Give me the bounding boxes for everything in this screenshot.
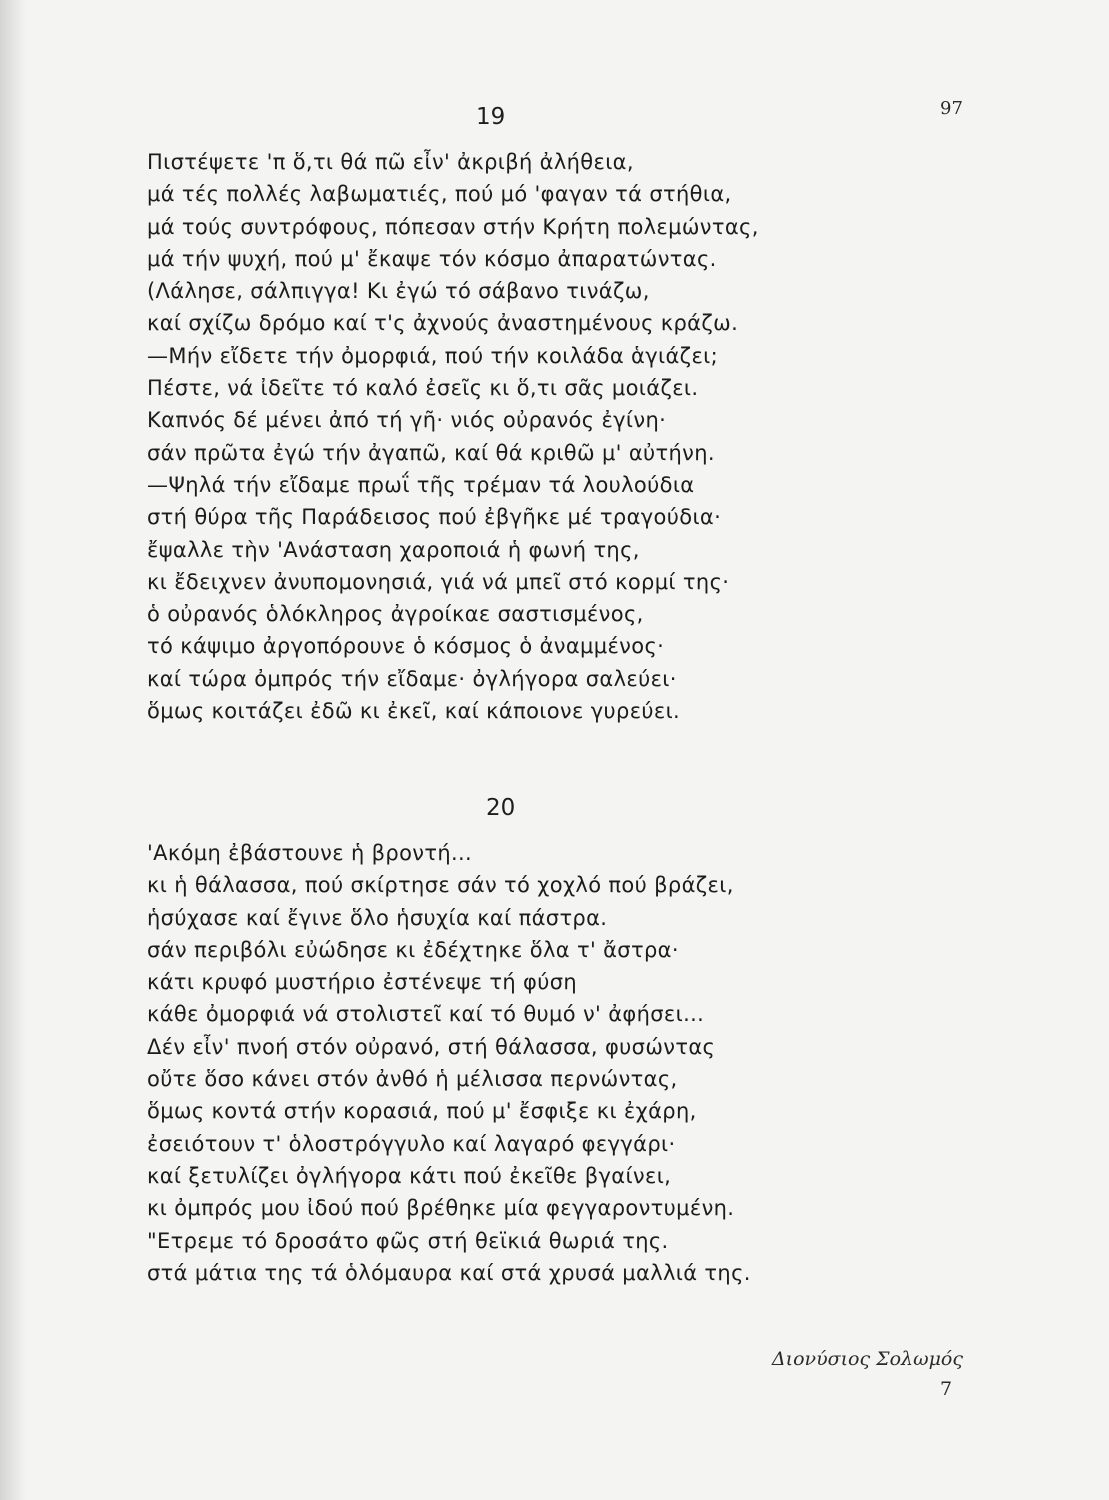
page-gutter-shadow bbox=[0, 0, 26, 1500]
verse-line: σάν περιβόλι εὐώδησε κι ἐδέχτηκε ὅλα τ' ἄστρα· bbox=[147, 937, 679, 962]
verse-line: μά τήν ψυχή, πού μ' ἔκαψε τόν κόσμο ἀπαρατώντας. bbox=[147, 246, 717, 271]
page-number: 97 bbox=[940, 98, 963, 119]
verse-line: κι ἔδειχνεν ἀνυπομονησιά, γιά νά μπεῖ στό κορμί της· bbox=[147, 569, 730, 594]
verse-line: καί ξετυλίζει ὀγλήγορα κάτι πού ἐκεῖθε βγαίνει, bbox=[147, 1163, 672, 1188]
verse-line: —Μήν εἴδετε τήν ὀμορφιά, πού τήν κοιλάδα ἁγιάζει; bbox=[147, 343, 719, 368]
printer-signature-mark: 7 bbox=[940, 1378, 953, 1400]
verse-line: κι ἡ θάλασσα, πού σκίρτησε σάν τό χοχλό πού βράζει, bbox=[147, 873, 734, 898]
author-signature: Διονύσιος Σολωμός bbox=[771, 1348, 963, 1370]
verse-line: σάν πρῶτα ἐγώ τήν ἀγαπῶ, καί θά κριθῶ μ' αὐτήνη. bbox=[147, 440, 715, 465]
verse-line: τό κάψιμο ἀργοπόρουνε ὁ κόσμος ὁ ἀναμμένος· bbox=[147, 634, 665, 659]
verse-line: κάθε ὀμορφιά νά στολιστεῖ καί τό θυμό ν' ἀφήσει... bbox=[147, 1002, 705, 1027]
verse-line: ὅμως κοντά στήν κορασιά, πού μ' ἔσφιξε κι ἐχάρη, bbox=[147, 1099, 697, 1124]
verse-line: (Λάλησε, σάλπιγγα! Κι ἐγώ τό σάβανο τινάζω, bbox=[147, 279, 650, 304]
verse-line: καί τώρα ὀμπρός τήν εἴδαμε· ὀγλήγορα σαλεύει· bbox=[147, 666, 677, 691]
verse-line: Πιστέψετε 'π ὅ,τι θά πῶ εἶν' ἀκριβή ἀλήθεια, bbox=[147, 150, 634, 174]
verse-line: Δέν εἶν' πνοή στόν οὐρανό, στή θάλασσα, φυσώντας bbox=[147, 1034, 716, 1059]
verse-line: —Ψηλά τήν εἴδαμε πρωΐ τῆς τρέμαν τά λουλούδια bbox=[147, 472, 695, 497]
verse-line: στά μάτια της τά ὁλόμαυρα καί στά χρυσά μαλλιά της. bbox=[147, 1260, 751, 1285]
verse-line: ἔψαλλε τὴν 'Ανάσταση χαροποιά ἡ φωνή της, bbox=[147, 537, 640, 562]
verse-line: ἐσειότουν τ' ὁλοστρόγγυλο καί λαγαρό φεγγάρι· bbox=[147, 1131, 676, 1156]
verse-line: καί σχίζω δρόμο καί τ'ς ἀχνούς ἀναστημένους κράζω. bbox=[147, 311, 739, 336]
verse-line: Πέστε, νά ἰδεῖτε τό καλό ἐσεῖς κι ὅ,τι σᾶς μοιάζει. bbox=[147, 376, 699, 401]
verse-line: κάτι κρυφό μυστήριο ἐστένεψε τή φύση bbox=[147, 970, 578, 995]
section-number-19: 19 bbox=[476, 104, 506, 130]
verse-line: 'Ακόμη ἐβάστουνε ἡ βροντή... bbox=[147, 841, 473, 865]
section-number-20: 20 bbox=[486, 795, 516, 821]
poem-section-20 bbox=[147, 837, 907, 1289]
verse-line: "Ετρεμε τό δροσάτο φῶς στή θεϊκιά θωριά της. bbox=[147, 1228, 669, 1253]
verse-line: οὔτε ὅσο κάνει στόν ἀνθό ἡ μέλισσα περνώντας, bbox=[147, 1067, 678, 1092]
verse-line: στή θύρα τῆς Παράδεισος πού ἐβγῆκε μέ τραγούδια· bbox=[147, 505, 722, 530]
verse-line: Καπνός δέ μένει ἀπό τή γῆ· νιός οὐρανός ἐγίνη· bbox=[147, 408, 667, 433]
verse-line: κι ὀμπρός μου ἰδού πού βρέθηκε μία φεγγαροντυμένη. bbox=[147, 1196, 735, 1221]
verse-line: ὅμως κοιτάζει ἐδῶ κι ἐκεῖ, καί κάποιονε γυρεύει. bbox=[147, 699, 681, 724]
verse-line: ἡσύχασε καί ἔγινε ὅλο ἡσυχία καί πάστρα. bbox=[147, 905, 608, 930]
poem-section-19 bbox=[147, 146, 907, 727]
verse-line: μά τούς συντρόφους, πόπεσαν στήν Κρήτη πολεμώντας, bbox=[147, 214, 759, 239]
verse-line: ὁ οὐρανός ὁλόκληρος ἀγροίκαε σαστισμένος, bbox=[147, 602, 644, 627]
verse-line: μά τές πολλές λαβωματιές, πού μό 'φαγαν τά στήθια, bbox=[147, 182, 732, 207]
